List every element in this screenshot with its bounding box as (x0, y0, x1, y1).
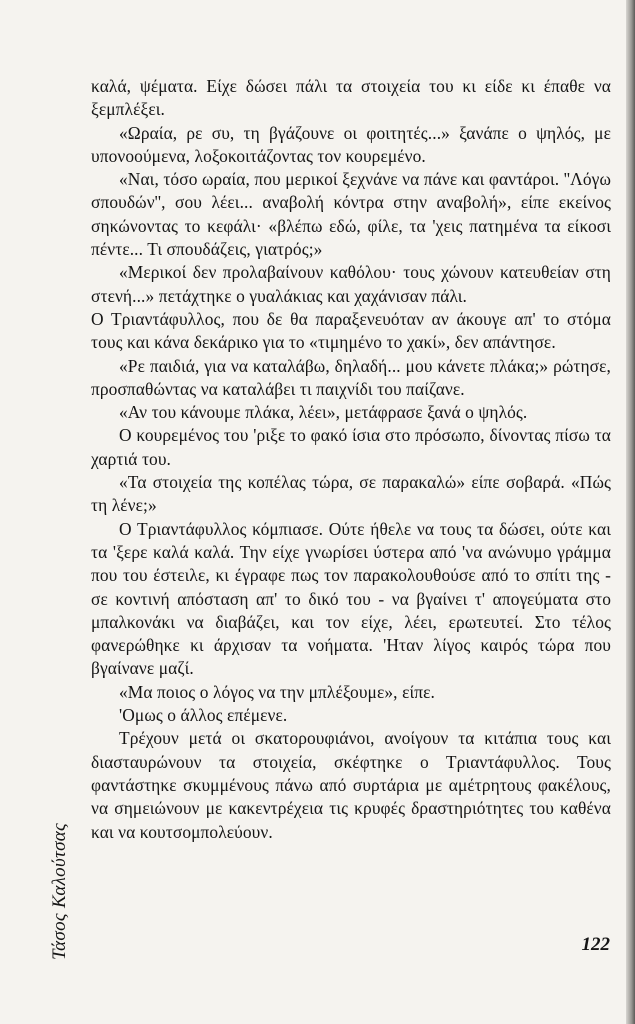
paragraph-13: Τρέχουν μετά οι σκατορουφιάνοι, ανοίγουν τα κιτάπια τους και διασταυρώνουν τα στοιχεία, σκέφτηκε ο Τριαντάφυλλος. Τους φαντάστηκε σκυμμένους πάνω από συρτάρια με αμέτρητους φακέλους, να σημειώνουν με κακεντρέχεια τις κρυφές δραστηριότητες του καθένα και να κουτσομπολεύουν. (91, 728, 611, 842)
paragraph-4: «Μερικοί δεν προλαβαίνουν καθόλου· τους χώνουν κατευθείαν στη στενή...» πετάχτηκε ο γυαλάκιας και χαχάνισαν πάλι. (91, 262, 611, 306)
running-head-author: Τάσος Καλούτσας (49, 822, 70, 960)
paragraph-11: «Μα ποιος ο λόγος να την μπλέξουμε», είπε. (119, 681, 435, 702)
paragraph-6: «Ρε παιδιά, για να καταλάβω, δηλαδή... μου κάνετε πλάκα;» ρώτησε, προσπαθώντας να καταλάβει τι παιχνίδι του παίζανε. (91, 355, 611, 399)
page-number: 122 (581, 934, 610, 955)
body-text (91, 75, 611, 844)
paragraph-5: Ο Τριαντάφυλλος, που δε θα παραξενευόταν αν άκουγε απ' το στόμα τους και κάνα δεκάρικο για το «τιμημένο το χακί», δεν απάντησε. (91, 308, 611, 353)
paragraph-7: «Αν του κάνουμε πλάκα, λέει», μετάφρασε ξανά ο ψηλός. (119, 402, 528, 423)
paragraph-3: «Ναι, τόσο ωραία, που μερικοί ξεχνάνε να πάνε και φαντάροι. ''Λόγω σπουδών'', σου λέει... αναβολή κόντρα στην αναβολή», είπε εκείνος σηκώνοντας το κεφάλι· «βλέπω εδώ, φίλε, τα 'χεις πατημένα τα είκοσι πέντε... Τι σπουδάζεις, γιατρός;» (91, 169, 611, 260)
paragraph-8: Ο κουρεμένος του 'ριξε το φακό ίσια στο πρόσωπο, δίνοντας πίσω τα χαρτιά του. (91, 425, 611, 469)
page-edge-shadow (626, 0, 635, 1024)
paragraph-1: καλά, ψέματα. Είχε δώσει πάλι τα στοιχεία του κι είδε κι έπαθε να ξεμπλέξει. (91, 76, 611, 120)
paragraph-10: Ο Τριαντάφυλλος κόμπιασε. Ούτε ήθελε να τους τα δώσει, ούτε και τα 'ξερε καλά καλά. Την είχε γνωρίσει ύστερα από 'να ανώνυμο γράμμα που του έστειλε, κι έγραφε πως τον παρακολουθούσε από το σπίτι της - σε κοντινή απόσταση απ' το δικό του - να βγαίνει τ' απογεύματα στο μπαλκονάκι να διαβάζει, και τον είχε, λέει, ερωτευτεί. Στο τέλος φανερώθηκε κι άρχισαν τα νοήματα. 'Ηταν λίγος καιρός τώρα που βγαίνανε μαζί. (91, 518, 611, 679)
paragraph-2: «Ωραία, ρε συ, τη βγάζουνε οι φοιτητές...» ξανάπε ο ψηλός, με υπονοούμενα, λοξοκοιτάζοντας τον κουρεμένο. (91, 122, 611, 166)
paragraph-12: 'Ομως ο άλλος επέμενε. (119, 705, 288, 726)
paragraph-9: «Τα στοιχεία της κοπέλας τώρα, σε παρακαλώ» είπε σοβαρά. «Πώς τη λένε;» (91, 472, 611, 516)
